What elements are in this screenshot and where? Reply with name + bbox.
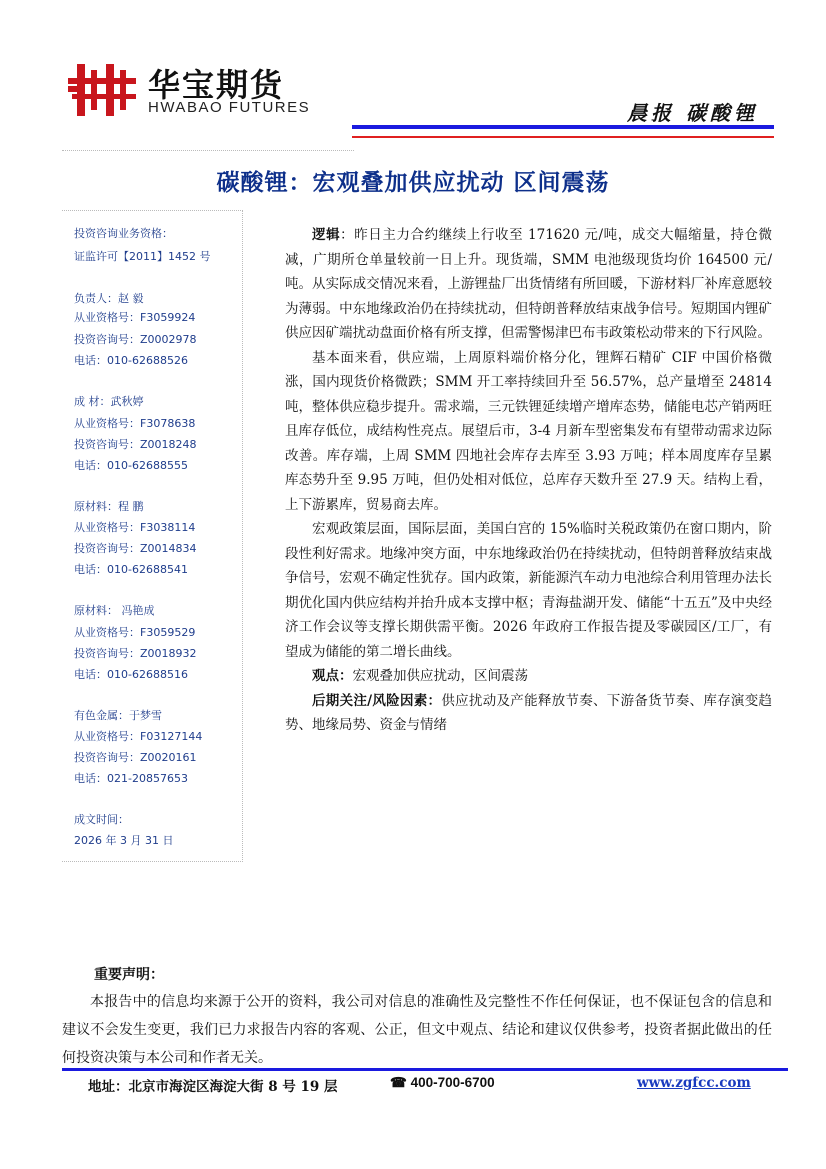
logic-text: ：昨日主力合约继续上行收至 171620 元/吨，成交大幅缩量，持仓微减，广期所仓单量较前一日上升。现货端，SMM 电池级现货均价 164500 元/吨。从实际成交情况来看，上游锂盐厂出货情绪有所回暖，下游材料厂补库意愿较为薄弱。中东地缘政治仍在持续扰动，但特朗普释放结束战争信号。短期国内锂矿供应因矿端扰动盘面价格有所支撑，但需警惕津巴布韦政策松动带来的下行风险。 xyxy=(285,227,772,341)
view-label: 观点： xyxy=(312,668,353,684)
sidebar-line: 电话：010-62688555 xyxy=(74,459,188,472)
logic-label: 逻辑 xyxy=(312,227,341,243)
sidebar-line: 负责人：赵 毅 xyxy=(74,292,144,305)
sidebar-line: 成文时间： xyxy=(74,813,129,826)
website-link[interactable]: www.zgfcc.com xyxy=(637,1075,751,1091)
sidebar-line: 证监许可【2011】1452 号 xyxy=(74,250,211,263)
footer-rule xyxy=(62,1068,788,1071)
sidebar-line: 投资咨询号：Z0014834 xyxy=(74,542,197,555)
view-text: 宏观叠加供应扰动，区间震荡 xyxy=(352,668,528,684)
company-logo xyxy=(68,60,318,120)
sidebar-line: 成 材：武秋婷 xyxy=(74,395,144,408)
sidebar-line: 原材料：程 鹏 xyxy=(74,500,144,513)
phone-number: 400-700-6700 xyxy=(410,1075,495,1090)
sidebar-line: 投资咨询号：Z0018932 xyxy=(74,647,197,660)
macro-paragraph: 宏观政策层面，国际层面，美国白宫的 15%临时关税政策仍在窗口期内，阶段性利好需求。地缘冲突方面，中东地缘政治仍在持续扰动，但特朗普释放结束战争信号，宏观不确定性犹存。国内政策，新能源汽车动力电池综合利用管理办法长期优化国内供应结构并抬升成本支撑中枢；青海盐湖开发、储能“十五五”及中央经济工作会议等支撑长期供需平衡。2026 年政府工作报告提及零碳园区/工厂，有望成为储能的第二增长曲线。 xyxy=(285,521,772,660)
footer-phone xyxy=(390,1075,495,1091)
sidebar-line: 原材料： 冯艳成 xyxy=(74,604,155,617)
disclaimer-title: 重要声明： xyxy=(94,967,164,983)
sidebar-line: 从业资格号：F3059924 xyxy=(74,311,196,324)
disclaimer-text: 本报告中的信息均来源于公开的资料，我公司对信息的准确性及完整性不作任何保证，也不保证包含的信息和建议不会发生变更，我们已力求报告内容的客观、公正，但文中观点、结论和建议仅供参考，投资者据此做出的任何投资决策与本公司和作者无关。 xyxy=(62,994,772,1066)
telephone-icon: ☎ xyxy=(390,1075,407,1090)
sidebar-line: 从业资格号：F3059529 xyxy=(74,626,196,639)
header-blue-rule xyxy=(352,125,774,129)
sidebar-line: 投资咨询号：Z0018248 xyxy=(74,438,197,451)
hwabao-logo-mark xyxy=(68,60,140,118)
footer-address: 地址：北京市海淀区海淀大街 8 号 19 层 xyxy=(88,1079,338,1095)
sidebar-line: 电话：010-62688526 xyxy=(74,354,188,367)
logic-paragraph xyxy=(285,223,772,346)
view-paragraph xyxy=(285,664,772,689)
sidebar-line: 电话：021-20857653 xyxy=(74,772,188,785)
sidebar-line: 从业资格号：F3078638 xyxy=(74,417,196,430)
sidebar-line: 电话：010-62688541 xyxy=(74,563,188,576)
sidebar-line: 从业资格号：F3038114 xyxy=(74,521,196,534)
report-body xyxy=(285,223,772,738)
page-title: 碳酸锂：宏观叠加供应扰动 区间震荡 xyxy=(216,169,610,196)
sidebar-line: 投资咨询业务资格： xyxy=(74,227,173,240)
risk-text: 供应扰动及产能释放节奏、下游备货节奏、库存演变趋势、地缘局势、资金与情绪 xyxy=(285,692,772,733)
sidebar-line: 电话：010-62688516 xyxy=(74,668,188,681)
sidebar-line: 有色金属：于梦雪 xyxy=(74,709,162,722)
header-red-rule xyxy=(352,136,774,138)
sidebar-line: 2026 年 3 月 31 日 xyxy=(74,834,174,847)
sidebar-line: 投资咨询号：Z0020161 xyxy=(74,751,197,764)
logo-chinese-name: 华宝期货 xyxy=(148,66,285,104)
sidebar-line: 从业资格号：F03127144 xyxy=(74,730,203,743)
risk-paragraph xyxy=(285,689,772,738)
sidebar-line: 投资咨询号：Z0002978 xyxy=(74,333,197,346)
analyst-sidebar xyxy=(62,210,243,862)
report-tag: 晨报 碳酸锂 xyxy=(627,101,758,125)
fundamental-paragraph: 基本面来看，供应端，上周原料端价格分化，锂辉石精矿 CIF 中国价格微涨，国内现货价格微跌；SMM 开工率持续回升至 56.57%，总产量增至 24814 吨，整体供应稳步提升。需求端，三元铁锂延续增产增库态势，储能电芯产销两旺且库存低位，成结构性亮点。展望后市，3-4 月新车型密集发布有望带动需求边际改善。库存端，上周 SMM 四地社会库存去库至 3.93 万吨；样本周度库存呈累库态势升至 9.95 万吨，但仍处相对低位，总库存天数升至 27.9 天。结构上看，上下游累库，贸易商去库。 xyxy=(285,349,772,513)
logo-english-name: HWABAO FUTURES xyxy=(148,99,311,116)
risk-label: 后期关注/风险因素： xyxy=(312,692,442,709)
header-dotted-rule xyxy=(62,150,354,151)
